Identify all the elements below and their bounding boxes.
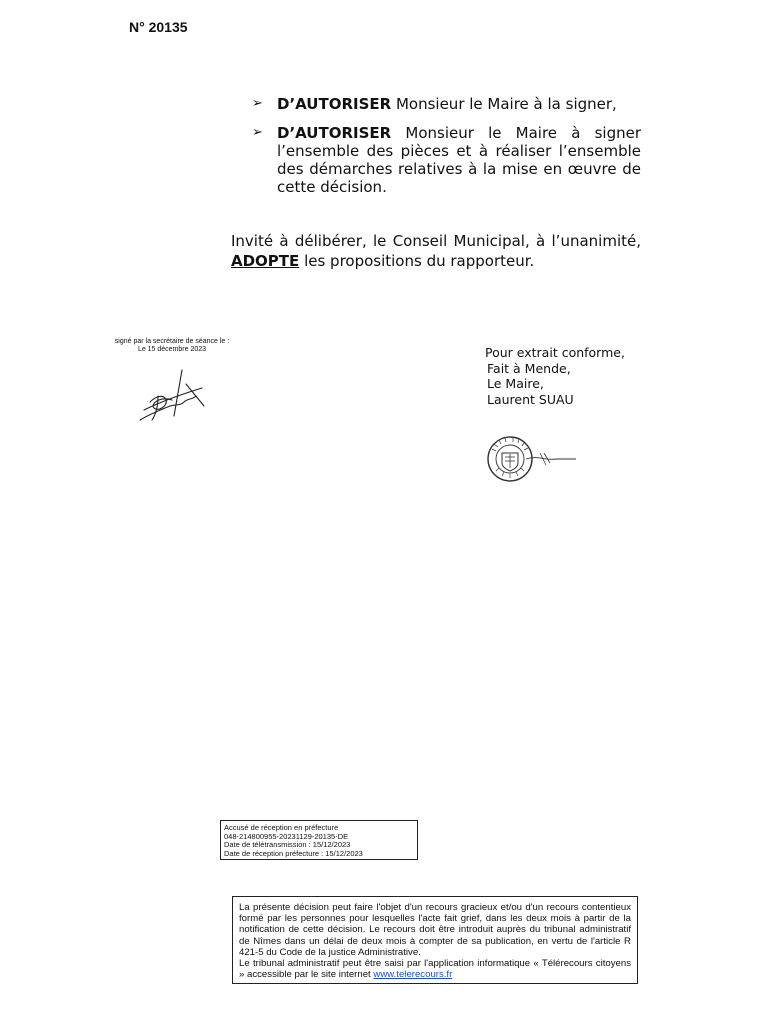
secretary-line-2: Le 15 décembre 2023: [137, 346, 207, 353]
receipt-line: Date de télétransmission : 15/12/2023: [224, 840, 351, 849]
notice-text: La présente décision peut faire l'objet d'un recours gracieux et/ou d'un recours contentieux formé par les personnes pour lesquelles l'acte fait grief, dans les deux mois à partir de la notification de cette décision. Le recours doit être introduit auprès du tribunal administratif de Nîmes dans un délai de deux mois à compter de sa publication, en vertu de l'article R 421-5 du Code de la justice Administrative.: [239, 902, 631, 958]
decision-paragraph: [231, 231, 641, 271]
legal-notice-box: [232, 896, 638, 984]
extract-line: Le Maire,: [487, 376, 544, 391]
bullet-text: Monsieur le Maire à la signer,: [391, 95, 617, 113]
receipt-line: Date de réception préfecture : 15/12/2023: [224, 848, 363, 858]
arrow-bullet-icon: ➢: [252, 96, 263, 111]
decision-rest: les propositions du rapporteur.: [299, 252, 535, 270]
receipt-line: 048-214800955-20231129-20135-DE: [224, 831, 349, 841]
document-number: N° 20135: [129, 19, 188, 35]
secretary-signature-icon: [136, 366, 210, 424]
mayor-seal-icon: [486, 435, 578, 483]
notice-text-2: Le tribunal administratif peut être saisi par l'application informatique « Télérecours citoyens » accessible par le site internet: [239, 958, 631, 981]
bullet-keyword: D’AUTORISER: [277, 95, 392, 113]
bullet-keyword: D’AUTORISER: [277, 124, 392, 142]
secretary-signature-note: [92, 338, 252, 354]
decision-intro: Invité à délibérer, le Conseil Municipal, à l’unanimité,: [231, 232, 641, 250]
telerecours-link[interactable]: www.telerecours.fr: [373, 969, 453, 981]
arrow-bullet-icon: ➢: [252, 125, 263, 140]
bullet-text: Monsieur le Maire à signer l’ensemble des pièces et à réaliser l’ensemble des démarches relatives à la mise en œuvre de cette décision.: [277, 124, 641, 196]
prefecture-receipt-box: [220, 820, 418, 860]
extract-line: Fait à Mende,: [487, 360, 571, 376]
mayor-name: Laurent SUAU: [487, 391, 574, 407]
extract-line: Pour extrait conforme,: [485, 345, 625, 360]
decision-keyword: ADOPTE: [231, 252, 300, 270]
secretary-line-1: signé par la secrétaire de séance le :: [114, 338, 230, 345]
certification-block: [485, 345, 625, 407]
receipt-line: Accusé de réception en préfecture: [224, 823, 339, 832]
